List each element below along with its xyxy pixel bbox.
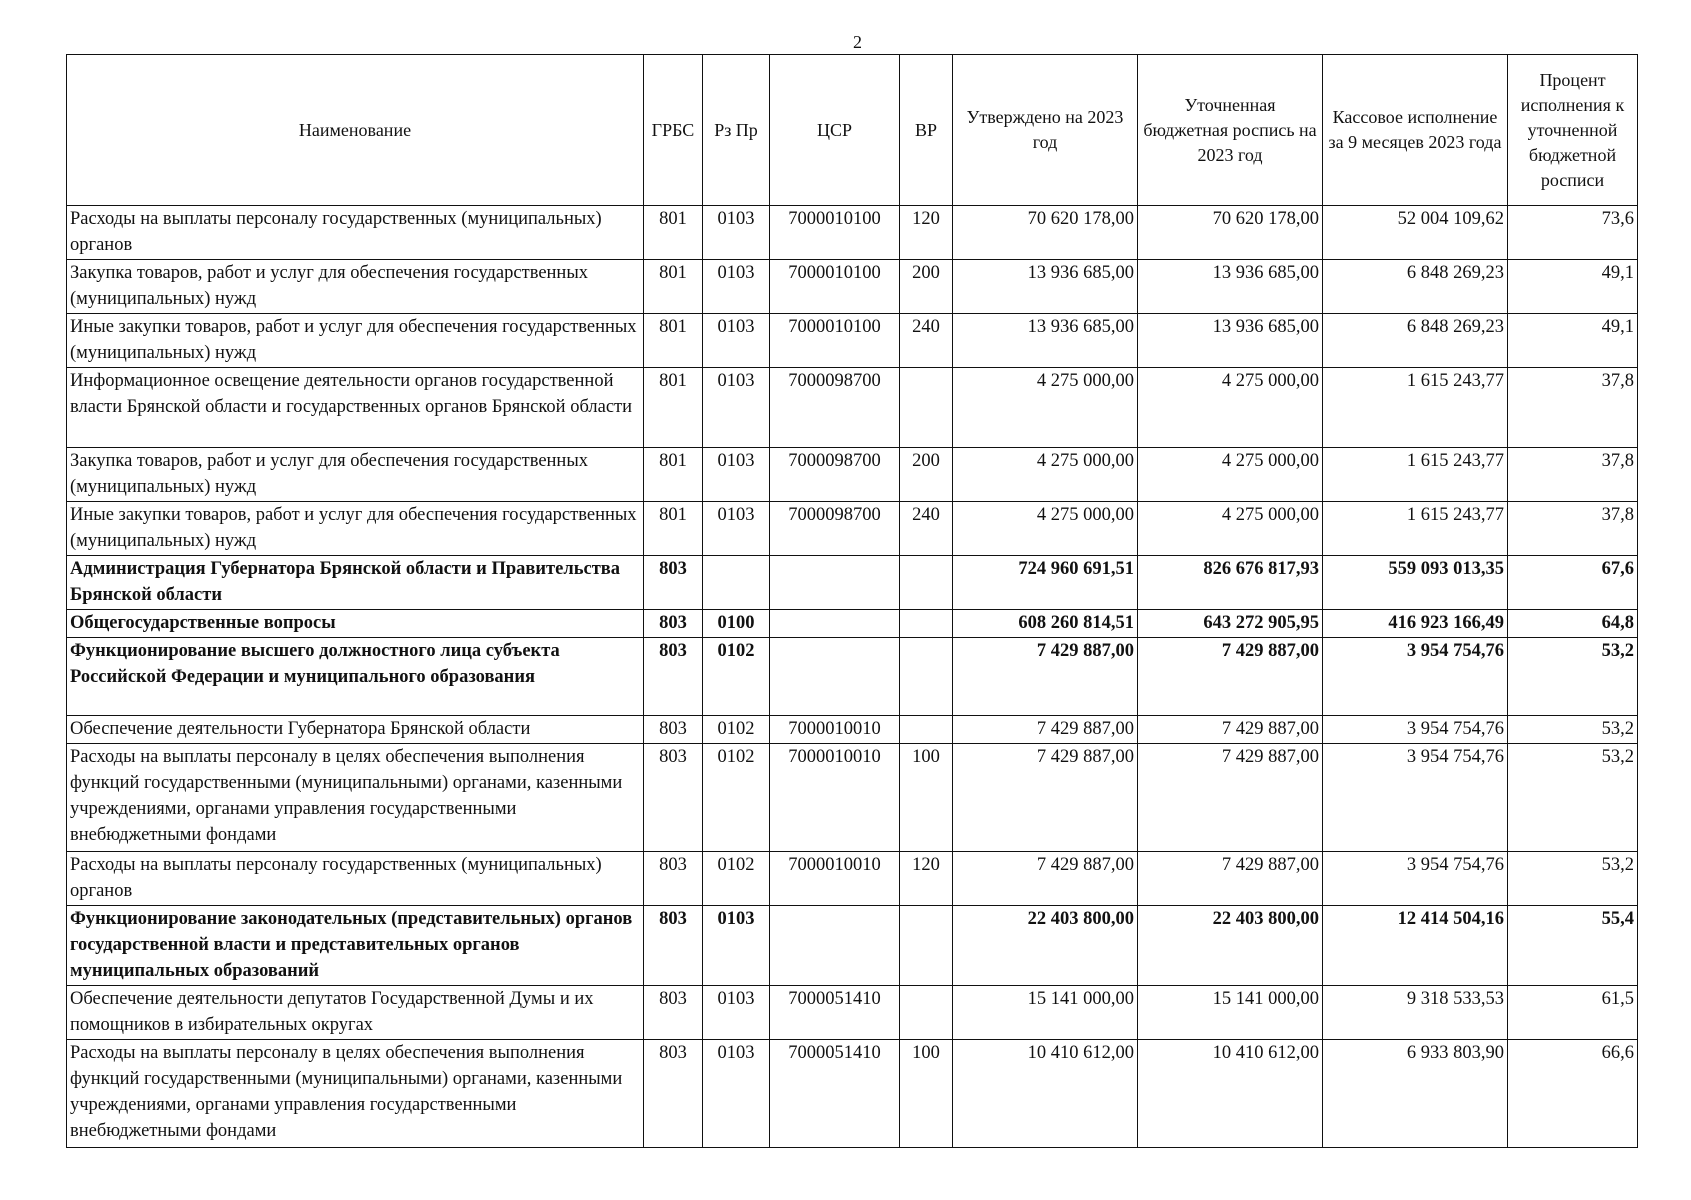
cell-vr: 200 — [900, 260, 953, 314]
cell-rzpr: 0103 — [703, 368, 770, 448]
cell-percent: 55,4 — [1508, 906, 1638, 986]
cell-cash: 3 954 754,76 — [1323, 716, 1508, 744]
cell-cash: 6 933 803,90 — [1323, 1040, 1508, 1148]
cell-vr — [900, 638, 953, 716]
cell-name: Обеспечение деятельности Губернатора Брянской области — [67, 716, 644, 744]
cell-approved: 7 429 887,00 — [953, 744, 1138, 852]
cell-vr — [900, 556, 953, 610]
cell-name: Общегосударственные вопросы — [67, 610, 644, 638]
header-percent: Процент исполнения к уточненной бюджетной росписи — [1508, 55, 1638, 206]
cell-name: Обеспечение деятельности депутатов Государственной Думы и их помощников в избирательных округах — [67, 986, 644, 1040]
cell-name: Иные закупки товаров, работ и услуг для обеспечения государственных (муниципальных) нужд — [67, 314, 644, 368]
cell-cash: 3 954 754,76 — [1323, 638, 1508, 716]
cell-cash: 1 615 243,77 — [1323, 502, 1508, 556]
cell-grbs: 803 — [644, 906, 703, 986]
cell-rzpr: 0102 — [703, 716, 770, 744]
cell-approved: 7 429 887,00 — [953, 852, 1138, 906]
cell-cash: 3 954 754,76 — [1323, 852, 1508, 906]
cell-approved: 13 936 685,00 — [953, 260, 1138, 314]
table-header-row — [67, 55, 1638, 206]
cell-percent: 53,2 — [1508, 638, 1638, 716]
cell-name: Информационное освещение деятельности органов государственной власти Брянской области и государственных органов Брянской области — [67, 368, 644, 448]
header-rzpr: Рз Пр — [703, 55, 770, 206]
cell-approved: 10 410 612,00 — [953, 1040, 1138, 1148]
table-row — [67, 610, 1638, 638]
cell-cash: 1 615 243,77 — [1323, 448, 1508, 502]
cell-percent: 67,6 — [1508, 556, 1638, 610]
header-csr: ЦСР — [770, 55, 900, 206]
cell-refined: 7 429 887,00 — [1138, 716, 1323, 744]
cell-grbs: 801 — [644, 260, 703, 314]
cell-vr — [900, 986, 953, 1040]
cell-vr: 240 — [900, 314, 953, 368]
cell-cash: 6 848 269,23 — [1323, 260, 1508, 314]
table-row — [67, 744, 1638, 852]
cell-approved: 608 260 814,51 — [953, 610, 1138, 638]
cell-grbs: 801 — [644, 206, 703, 260]
table-row — [67, 556, 1638, 610]
cell-grbs: 801 — [644, 502, 703, 556]
cell-csr: 7000010010 — [770, 744, 900, 852]
table-row — [67, 1040, 1638, 1148]
cell-vr: 100 — [900, 744, 953, 852]
cell-percent: 61,5 — [1508, 986, 1638, 1040]
cell-csr: 7000098700 — [770, 502, 900, 556]
table-row — [67, 206, 1638, 260]
table-row — [67, 716, 1638, 744]
cell-cash: 416 923 166,49 — [1323, 610, 1508, 638]
cell-csr — [770, 638, 900, 716]
table-row — [67, 260, 1638, 314]
cell-csr: 7000051410 — [770, 986, 900, 1040]
cell-percent: 37,8 — [1508, 368, 1638, 448]
header-name: Наименование — [67, 55, 644, 206]
cell-csr — [770, 556, 900, 610]
cell-refined: 7 429 887,00 — [1138, 638, 1323, 716]
cell-percent: 64,8 — [1508, 610, 1638, 638]
cell-rzpr: 0103 — [703, 906, 770, 986]
cell-cash: 52 004 109,62 — [1323, 206, 1508, 260]
header-approved: Утверждено на 2023 год — [953, 55, 1138, 206]
cell-name: Расходы на выплаты персоналу в целях обеспечения выполнения функций государственными (муниципальными) органами, казенными учреждениями, органами управления государственными внебюджетными фондами — [67, 744, 644, 852]
cell-grbs: 803 — [644, 852, 703, 906]
cell-csr: 7000098700 — [770, 368, 900, 448]
cell-vr — [900, 610, 953, 638]
cell-name: Расходы на выплаты персоналу в целях обеспечения выполнения функций государственными (муниципальными) органами, казенными учреждениями, органами управления государственными внебюджетными фондами — [67, 1040, 644, 1148]
cell-rzpr: 0100 — [703, 610, 770, 638]
cell-name: Функционирование высшего должностного лица субъекта Российской Федерации и муниципального образования — [67, 638, 644, 716]
cell-refined: 4 275 000,00 — [1138, 368, 1323, 448]
cell-percent: 53,2 — [1508, 716, 1638, 744]
cell-grbs: 803 — [644, 610, 703, 638]
cell-csr: 7000051410 — [770, 1040, 900, 1148]
cell-name: Закупка товаров, работ и услуг для обеспечения государственных (муниципальных) нужд — [67, 260, 644, 314]
cell-csr: 7000098700 — [770, 448, 900, 502]
cell-grbs: 801 — [644, 314, 703, 368]
cell-rzpr: 0103 — [703, 448, 770, 502]
cell-vr — [900, 906, 953, 986]
cell-csr — [770, 610, 900, 638]
cell-percent: 53,2 — [1508, 744, 1638, 852]
cell-name: Иные закупки товаров, работ и услуг для обеспечения государственных (муниципальных) нужд — [67, 502, 644, 556]
cell-csr: 7000010100 — [770, 314, 900, 368]
cell-approved: 7 429 887,00 — [953, 638, 1138, 716]
cell-vr — [900, 368, 953, 448]
cell-percent: 37,8 — [1508, 502, 1638, 556]
table-row — [67, 368, 1638, 448]
cell-name: Расходы на выплаты персоналу государственных (муниципальных) органов — [67, 206, 644, 260]
cell-grbs: 803 — [644, 638, 703, 716]
table-row — [67, 906, 1638, 986]
cell-vr: 240 — [900, 502, 953, 556]
cell-grbs: 801 — [644, 368, 703, 448]
cell-rzpr — [703, 556, 770, 610]
cell-percent: 49,1 — [1508, 314, 1638, 368]
cell-csr: 7000010100 — [770, 206, 900, 260]
cell-name: Администрация Губернатора Брянской области и Правительства Брянской области — [67, 556, 644, 610]
cell-rzpr: 0103 — [703, 206, 770, 260]
cell-refined: 4 275 000,00 — [1138, 502, 1323, 556]
budget-execution-table — [66, 54, 1638, 1148]
cell-vr: 120 — [900, 206, 953, 260]
cell-percent: 53,2 — [1508, 852, 1638, 906]
cell-rzpr: 0103 — [703, 260, 770, 314]
cell-approved: 4 275 000,00 — [953, 368, 1138, 448]
cell-approved: 70 620 178,00 — [953, 206, 1138, 260]
header-vr: ВР — [900, 55, 953, 206]
cell-vr: 120 — [900, 852, 953, 906]
cell-rzpr: 0103 — [703, 502, 770, 556]
table-row — [67, 314, 1638, 368]
header-refined: Уточненная бюджетная роспись на 2023 год — [1138, 55, 1323, 206]
cell-percent: 73,6 — [1508, 206, 1638, 260]
cell-rzpr: 0102 — [703, 638, 770, 716]
cell-cash: 3 954 754,76 — [1323, 744, 1508, 852]
cell-grbs: 803 — [644, 716, 703, 744]
cell-vr: 200 — [900, 448, 953, 502]
cell-csr — [770, 906, 900, 986]
cell-cash: 12 414 504,16 — [1323, 906, 1508, 986]
table-row — [67, 638, 1638, 716]
cell-grbs: 801 — [644, 448, 703, 502]
cell-refined: 22 403 800,00 — [1138, 906, 1323, 986]
cell-vr — [900, 716, 953, 744]
header-grbs: ГРБС — [644, 55, 703, 206]
cell-name: Расходы на выплаты персоналу государственных (муниципальных) органов — [67, 852, 644, 906]
cell-percent: 37,8 — [1508, 448, 1638, 502]
cell-name: Функционирование законодательных (представительных) органов государственной власти и представительных органов муниципальных образований — [67, 906, 644, 986]
cell-rzpr: 0103 — [703, 1040, 770, 1148]
cell-refined: 7 429 887,00 — [1138, 744, 1323, 852]
cell-vr: 100 — [900, 1040, 953, 1148]
cell-percent: 49,1 — [1508, 260, 1638, 314]
cell-refined: 15 141 000,00 — [1138, 986, 1323, 1040]
cell-grbs: 803 — [644, 1040, 703, 1148]
cell-grbs: 803 — [644, 556, 703, 610]
header-cash: Кассовое исполнение за 9 месяцев 2023 года — [1323, 55, 1508, 206]
cell-grbs: 803 — [644, 744, 703, 852]
cell-approved: 4 275 000,00 — [953, 502, 1138, 556]
cell-rzpr: 0102 — [703, 852, 770, 906]
cell-approved: 13 936 685,00 — [953, 314, 1138, 368]
cell-refined: 4 275 000,00 — [1138, 448, 1323, 502]
cell-csr: 7000010010 — [770, 852, 900, 906]
cell-csr: 7000010010 — [770, 716, 900, 744]
cell-grbs: 803 — [644, 986, 703, 1040]
cell-name: Закупка товаров, работ и услуг для обеспечения государственных (муниципальных) нужд — [67, 448, 644, 502]
cell-refined: 70 620 178,00 — [1138, 206, 1323, 260]
cell-rzpr: 0103 — [703, 986, 770, 1040]
cell-percent: 66,6 — [1508, 1040, 1638, 1148]
cell-approved: 724 960 691,51 — [953, 556, 1138, 610]
table-row — [67, 852, 1638, 906]
cell-refined: 13 936 685,00 — [1138, 314, 1323, 368]
cell-cash: 6 848 269,23 — [1323, 314, 1508, 368]
cell-approved: 7 429 887,00 — [953, 716, 1138, 744]
page-number: 2 — [853, 32, 862, 52]
table-row — [67, 448, 1638, 502]
cell-rzpr: 0102 — [703, 744, 770, 852]
cell-approved: 4 275 000,00 — [953, 448, 1138, 502]
cell-refined: 7 429 887,00 — [1138, 852, 1323, 906]
cell-cash: 1 615 243,77 — [1323, 368, 1508, 448]
cell-cash: 9 318 533,53 — [1323, 986, 1508, 1040]
table-row — [67, 502, 1638, 556]
cell-refined: 10 410 612,00 — [1138, 1040, 1323, 1148]
cell-approved: 22 403 800,00 — [953, 906, 1138, 986]
cell-refined: 13 936 685,00 — [1138, 260, 1323, 314]
table-row — [67, 986, 1638, 1040]
cell-refined: 826 676 817,93 — [1138, 556, 1323, 610]
cell-approved: 15 141 000,00 — [953, 986, 1138, 1040]
cell-rzpr: 0103 — [703, 314, 770, 368]
cell-cash: 559 093 013,35 — [1323, 556, 1508, 610]
cell-csr: 7000010100 — [770, 260, 900, 314]
cell-refined: 643 272 905,95 — [1138, 610, 1323, 638]
